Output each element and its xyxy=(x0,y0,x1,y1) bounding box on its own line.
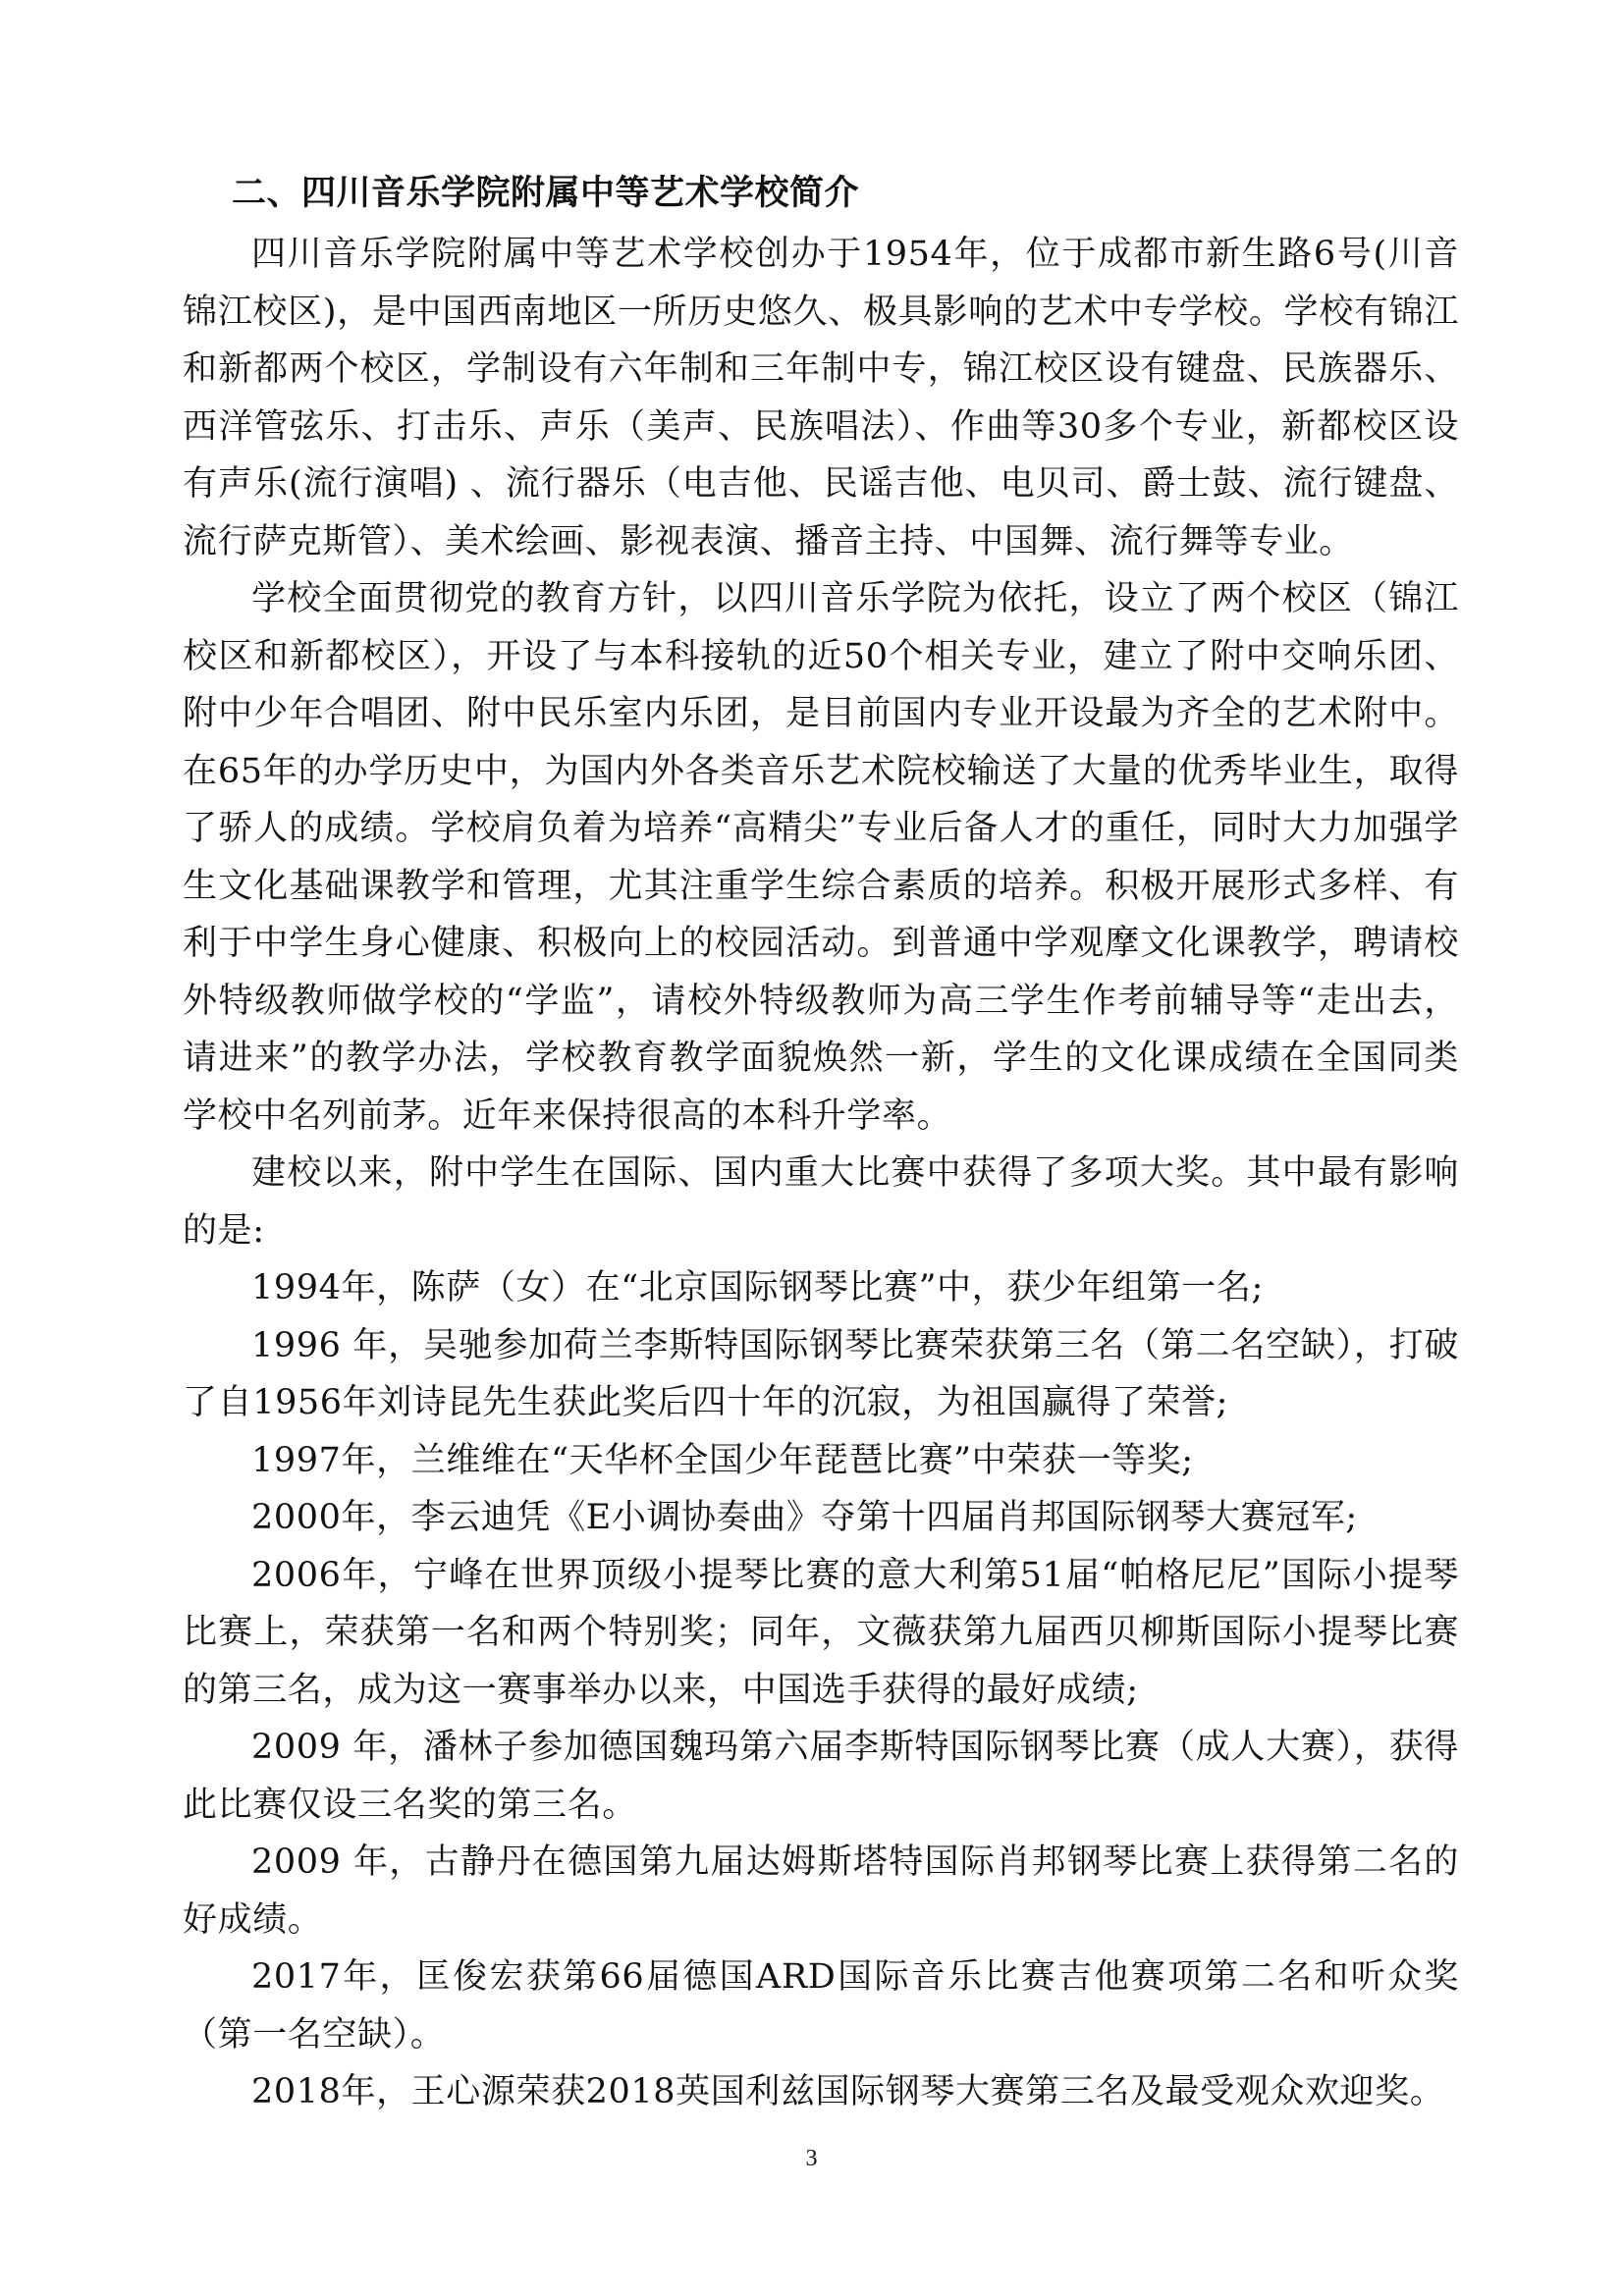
section-heading: 二、四川音乐学院附属中等艺术学校简介 xyxy=(232,174,860,213)
awards-intro-paragraph: 建校以来，附中学生在国际、国内重大比赛中获得了多项大奖。其中最有影响的是: xyxy=(183,1153,1459,1251)
award-item: 1997年，兰维维在“天华杯全国少年琵琶比赛”中荣获一等奖; xyxy=(251,1440,1194,1480)
page-number: 3 xyxy=(805,2146,818,2171)
award-item: 2009 年，潘林子参加德国魏玛第六届李斯特国际钢琴比赛（成人大赛），获得此比赛仅设三名奖的第三名。 xyxy=(183,1728,1459,1825)
award-item: 1994年，陈萨（女）在“北京国际钢琴比赛”中，获少年组第一名; xyxy=(251,1268,1264,1308)
award-item: 2000年，李云迪凭《E小调协奏曲》夺第十四届肖邦国际钢琴大赛冠军; xyxy=(251,1498,1358,1537)
document-page xyxy=(183,165,1459,2121)
award-item: 2006年，宁峰在世界顶级小提琴比赛的意大利第51届“帕格尼尼”国际小提琴比赛上，荣获第一名和两个特别奖；同年，文薇获第九届西贝柳斯国际小提琴比赛的第三名，成为这一赛事举办以来，中国选手获得的最好成绩; xyxy=(183,1555,1459,1710)
award-item: 2009 年，古静丹在德国第九届达姆斯塔特国际肖邦钢琴比赛上获得第二名的好成绩。 xyxy=(183,1842,1459,1940)
education-paragraph: 学校全面贯彻党的教育方针，以四川音乐学院为依托，设立了两个校区（锦江校区和新都校区），开设了与本科接轨的近50个相关专业，建立了附中交响乐团、附中少年合唱团、附中民乐室内乐团，是目前国内专业开设最为齐全的艺术附中。在65年的办学历史中，为国内外各类音乐艺术院校输送了大量的优秀毕业生，取得了骄人的成绩。学校肩负着为培养“高精尖”专业后备人才的重任，同时大力加强学生文化基础课教学和管理，尤其注重学生综合素质的培养。积极开展形式多样、有利于中学生身心健康、积极向上的校园活动。到普通中学观摩文化课教学，聘请校外特级教师做学校的“学监”，请校外特级教师为高三学生作考前辅导等“走出去，请进来”的教学办法，学校教育教学面貌焕然一新，学生的文化课成绩在全国同类学校中名列前茅。近年来保持很高的本科升学率。 xyxy=(183,579,1459,1136)
award-item: 2018年，王心源荣获2018英国利兹国际钢琴大赛第三名及最受观众欢迎奖。 xyxy=(251,2072,1445,2111)
award-item: 1996 年，吴驰参加荷兰李斯特国际钢琴比赛荣获第三名（第二名空缺），打破了自1956年刘诗昆先生获此奖后四十年的沉寂，为祖国赢得了荣誉; xyxy=(183,1325,1459,1422)
intro-paragraph: 四川音乐学院附属中等艺术学校创办于1954年，位于成都市新生路6号(川音锦江校区)，是中国西南地区一所历史悠久、极具影响的艺术中专学校。学校有锦江和新都两个校区，学制设有六年制和三年制中专，锦江校区设有键盘、民族器乐、西洋管弦乐、打击乐、声乐（美声、民族唱法）、作曲等30多个专业，新都校区设有声乐(流行演唱) 、流行器乐（电吉他、民谣吉他、电贝司、爵士鼓、流行键盘、流行萨克斯管）、美术绘画、影视表演、播音主持、中国舞、流行舞等专业。 xyxy=(183,235,1459,561)
award-item: 2017年，匡俊宏获第66届德国ARD国际音乐比赛吉他赛项第二名和听众奖（第一名空缺）。 xyxy=(183,1957,1459,2055)
